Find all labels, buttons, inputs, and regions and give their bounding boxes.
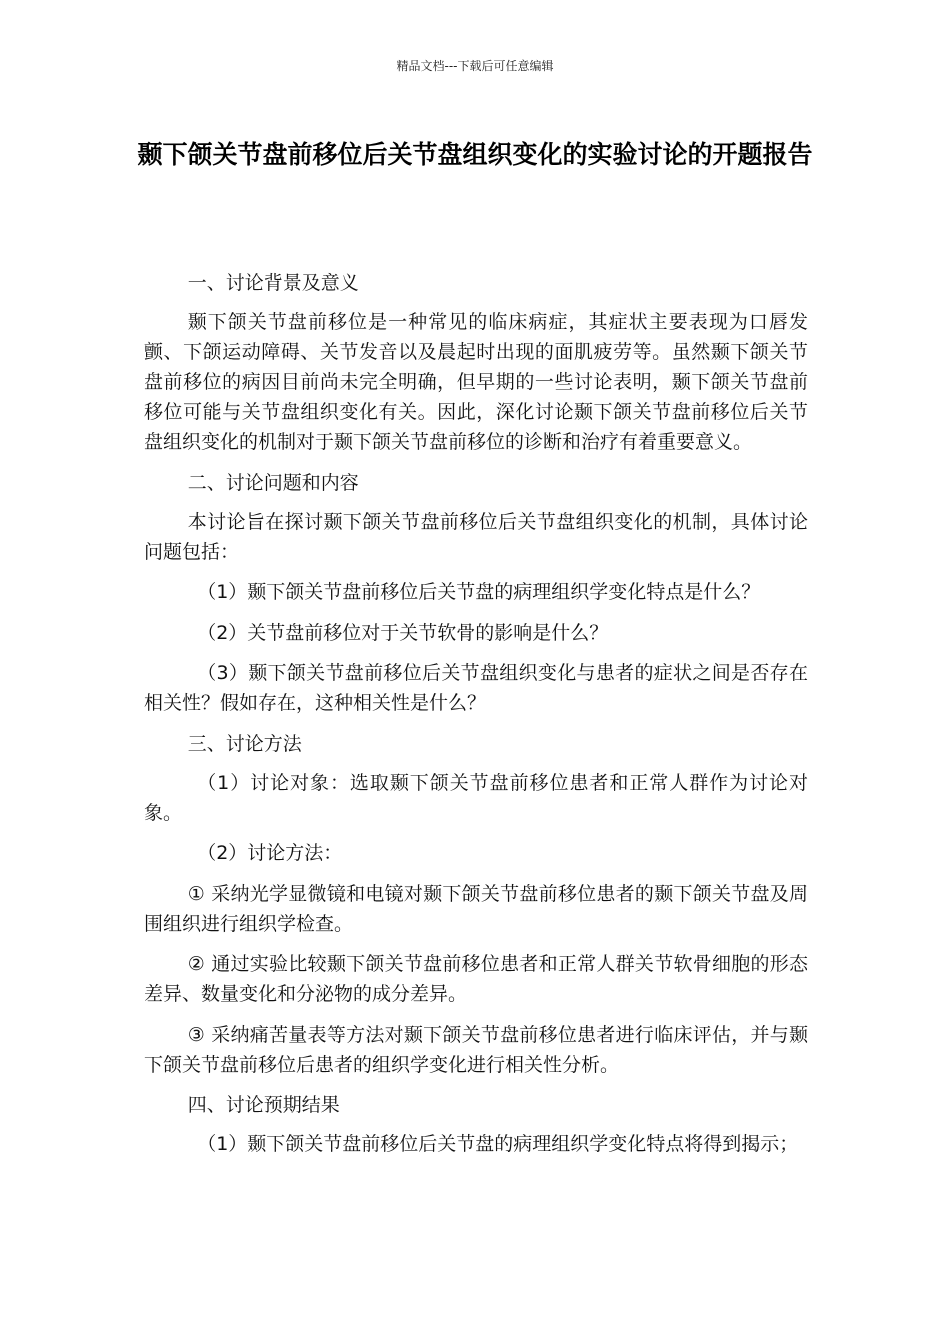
result-item-1: （1）颞下颌关节盘前移位后关节盘的病理组织学变化特点将得到揭示； — [197, 1133, 799, 1155]
section-heading-expected-results: 四、讨论预期结果 — [187, 1094, 340, 1116]
method-item-subjects: （1）讨论对象：选取颞下颌关节盘前移位患者和正常人群作为讨论对象。 — [144, 771, 808, 824]
header-note: 精品文档---下载后可任意编辑 — [396, 59, 554, 73]
section-heading-methods: 三、讨论方法 — [187, 732, 302, 755]
question-item-1: （1）颞下颌关节盘前移位后关节盘的病理组织学变化特点是什么？ — [197, 581, 761, 603]
paragraph-questions-intro: 本讨论旨在探讨颞下颌关节盘前移位后关节盘组织变化的机制，具体讨论问题包括： — [144, 510, 808, 563]
document-body — [144, 268, 808, 1170]
section-heading-questions: 二、讨论问题和内容 — [187, 471, 359, 494]
method-subitem-3: ③ 采纳痛苦量表等方法对颞下颌关节盘前移位患者进行临床评估，并与颞下颌关节盘前移位后患者的组织学变化进行相关性分析。 — [144, 1023, 808, 1076]
method-subitem-2: ② 通过实验比较颞下颌关节盘前移位患者和正常人群关节软骨细胞的形态差异、数量变化和分泌物的成分差异。 — [144, 953, 808, 1005]
document-title: 颞下颌关节盘前移位后关节盘组织变化的实验讨论的开题报告 — [137, 140, 813, 169]
question-item-2: （2）关节盘前移位对于关节软骨的影响是什么？ — [197, 621, 609, 644]
method-subitem-1: ① 采纳光学显微镜和电镜对颞下颌关节盘前移位患者的颞下颌关节盘及周围组织进行组织学检查。 — [144, 882, 808, 935]
question-item-3: （3）颞下颌关节盘前移位后关节盘组织变化与患者的症状之间是否存在相关性？假如存在，这种相关性是什么？ — [144, 662, 808, 714]
section-heading-background: 一、讨论背景及意义 — [187, 272, 359, 294]
method-item-methods: （2）讨论方法： — [197, 842, 343, 864]
paragraph-background: 颞下颌关节盘前移位是一种常见的临床病症，其症状主要表现为口唇发颤、下颌运动障碍、关节发音以及晨起时出现的面肌疲劳等。虽然颞下颌关节盘前移位的病因目前尚未完全明确，但早期的一些讨论表明，颞下颌关节盘前移位可能与关节盘组织变化有关。因此，深化讨论颞下颌关节盘前移位后关节盘组织变化的机制对于颞下颌关节盘前移位的诊断和治疗有着重要意义。 — [144, 311, 808, 453]
